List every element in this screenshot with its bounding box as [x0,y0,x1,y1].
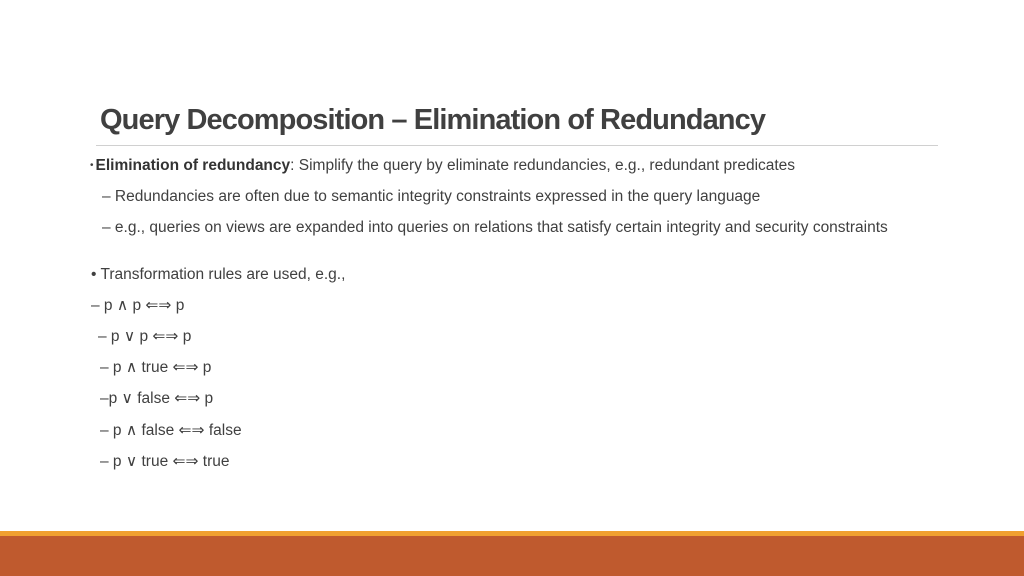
bullet-label: Elimination of redundancy [95,157,291,174]
bullet-marker: • [90,160,94,171]
sub-bullet-views: – e.g., queries on views are expanded into queries on relations that satisfy certain integrity and security constraints [102,219,888,236]
rule-item: –p ∨ false ⇐⇒ p [100,390,214,407]
rule-item: – p ∨ true ⇐⇒ true [100,453,230,470]
footer-bar [0,536,1024,576]
bullet-text: : Simplify the query by eliminate redundancies, e.g., redundant predicates [290,157,796,174]
rule-item: – p ∧ p ⇐⇒ p [91,297,185,314]
slide-title: Query Decomposition – Elimination of Redundancy [100,104,766,136]
sub-bullet-redundancies: – Redundancies are often due to semantic integrity constraints expressed in the query language [102,188,761,205]
rule-item: – p ∨ p ⇐⇒ p [98,328,192,345]
rule-item: – p ∧ false ⇐⇒ false [100,422,242,439]
rule-item: – p ∧ true ⇐⇒ p [100,359,212,376]
bullet-elimination [90,157,795,174]
bullet-transformation-rules: • Transformation rules are used, e.g., [91,266,346,283]
title-divider [96,145,938,146]
